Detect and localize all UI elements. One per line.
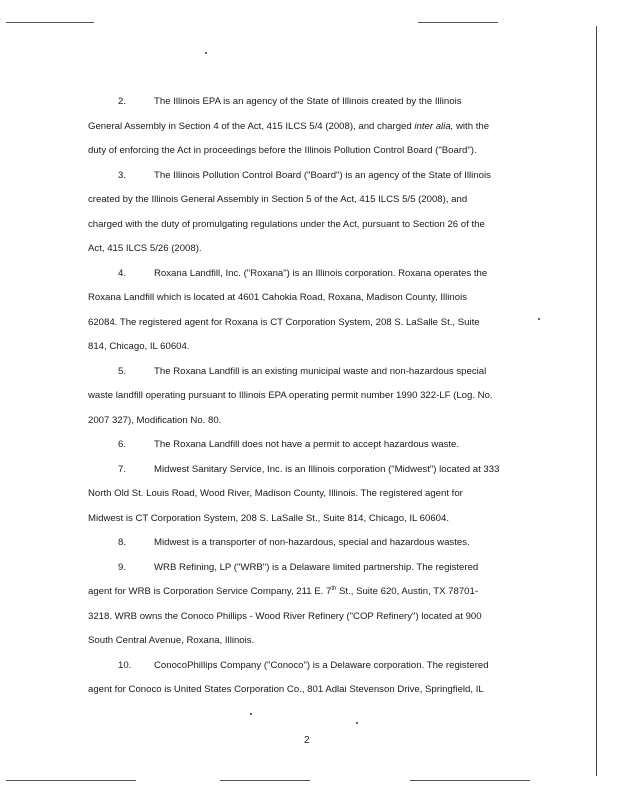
paragraph-3-line-2: created by the Illinois General Assembly in Section 5 of the Act, 415 ILCS 5/5 (2008), and bbox=[88, 194, 468, 205]
scan-line-bottom-right bbox=[410, 780, 530, 781]
italic-phrase: inter alia, bbox=[414, 120, 454, 132]
paragraph-4-line-3: 62084. The registered agent for Roxana is CT Corporation System, 208 S. LaSalle St., Suite bbox=[88, 316, 480, 328]
paragraph-9-line-2: agent for WRB is Corporation Service Company, 211 E. 7th St., Suite 620, Austin, TX 78701- bbox=[88, 585, 479, 597]
paragraph-4-line-1: 4. Roxana Landfill, Inc. ("Roxana") is an Illinois corporation. Roxana operates the bbox=[88, 262, 528, 287]
paragraph-number: 10. bbox=[118, 659, 132, 671]
paragraph-8-line-1: 8. Midwest is a transporter of non-hazardous, special and hazardous wastes. bbox=[88, 531, 528, 556]
paragraph-7-line-2: North Old St. Louis Road, Wood River, Madison County, Illinois. The registered agent for bbox=[88, 488, 463, 499]
scan-speck bbox=[356, 722, 358, 724]
paragraph-9-line-1: 9. WRB Refining, LP ("WRB") is a Delaware limited partnership. The registered bbox=[88, 556, 528, 581]
paragraph-3-line-3: charged with the duty of promulgating regulations under the Act, pursuant to Section 26 of the bbox=[88, 218, 485, 230]
paragraph-number: 4. bbox=[118, 267, 127, 279]
paragraph-number: 9. bbox=[118, 561, 127, 573]
paragraph-number: 6. bbox=[118, 439, 127, 450]
paragraph-4-line-4: 814, Chicago, IL 60604. bbox=[88, 341, 190, 352]
scan-speck bbox=[538, 318, 540, 320]
paragraph-number: 2. bbox=[118, 96, 127, 107]
paragraph-number: 3. bbox=[118, 169, 127, 181]
scan-line-bottom-mid bbox=[220, 780, 310, 781]
scan-line-bottom-left bbox=[6, 780, 136, 781]
paragraph-5-line-2: waste landfill operating pursuant to Illinois EPA operating permit number 1990 322-LF (Log. No. bbox=[88, 390, 493, 401]
paragraph-number: 7. bbox=[118, 463, 127, 475]
scan-line-top-right bbox=[418, 22, 498, 23]
scan-line-top-left bbox=[6, 22, 94, 23]
paragraph-number: 8. bbox=[118, 537, 127, 548]
superscript: th bbox=[331, 585, 337, 592]
paragraph-number: 5. bbox=[118, 365, 127, 377]
paragraph-7-line-3: Midwest is CT Corporation System, 208 S. LaSalle St., Suite 814, Chicago, IL 60604. bbox=[88, 512, 450, 524]
page-number: 2 bbox=[304, 735, 310, 746]
paragraph-2-line-3: duty of enforcing the Act in proceedings before the Illinois Pollution Control Board ("Board"). bbox=[88, 145, 477, 156]
paragraph-4-line-2: Roxana Landfill which is located at 4601 Cahokia Road, Roxana, Madison County, Illinois bbox=[88, 292, 467, 303]
paragraph-10-line-2: agent for Conoco is United States Corporation Co., 801 Adlai Stevenson Drive, Springfield, IL bbox=[88, 684, 484, 695]
paragraph-9-line-4: South Central Avenue, Roxana, Illinois. bbox=[88, 635, 255, 646]
paragraph-5-line-3: 2007 327), Modification No. 80. bbox=[88, 414, 222, 426]
paragraph-6-line-1: 6. The Roxana Landfill does not have a permit to accept hazardous waste. bbox=[88, 433, 528, 458]
paragraph-9-line-3: 3218. WRB owns the Conoco Phillips - Wood River Refinery ("COP Refinery") located at 900 bbox=[88, 610, 482, 622]
document-body bbox=[88, 90, 528, 703]
paragraph-3-line-1: 3. The Illinois Pollution Control Board ("Board") is an agency of the State of Illinois bbox=[88, 164, 528, 189]
scan-speck bbox=[205, 52, 207, 54]
paragraph-2-line-2: General Assembly in Section 4 of the Act, 415 ILCS 5/4 (2008), and charged inter alia, with the bbox=[88, 120, 490, 132]
scan-edge-right bbox=[596, 26, 597, 776]
paragraph-5-line-1: 5. The Roxana Landfill is an existing municipal waste and non-hazardous special bbox=[88, 360, 528, 385]
scan-speck bbox=[250, 713, 252, 715]
paragraph-10-line-1: 10. ConocoPhillips Company ("Conoco") is a Delaware corporation. The registered bbox=[88, 654, 528, 679]
paragraph-3-line-4: Act, 415 ILCS 5/26 (2008). bbox=[88, 243, 202, 254]
paragraph-2-line-1: 2. The Illinois EPA is an agency of the State of Illinois created by the Illinois bbox=[88, 90, 528, 115]
paragraph-7-line-1: 7. Midwest Sanitary Service, Inc. is an Illinois corporation ("Midwest") located at 333 bbox=[88, 458, 528, 483]
